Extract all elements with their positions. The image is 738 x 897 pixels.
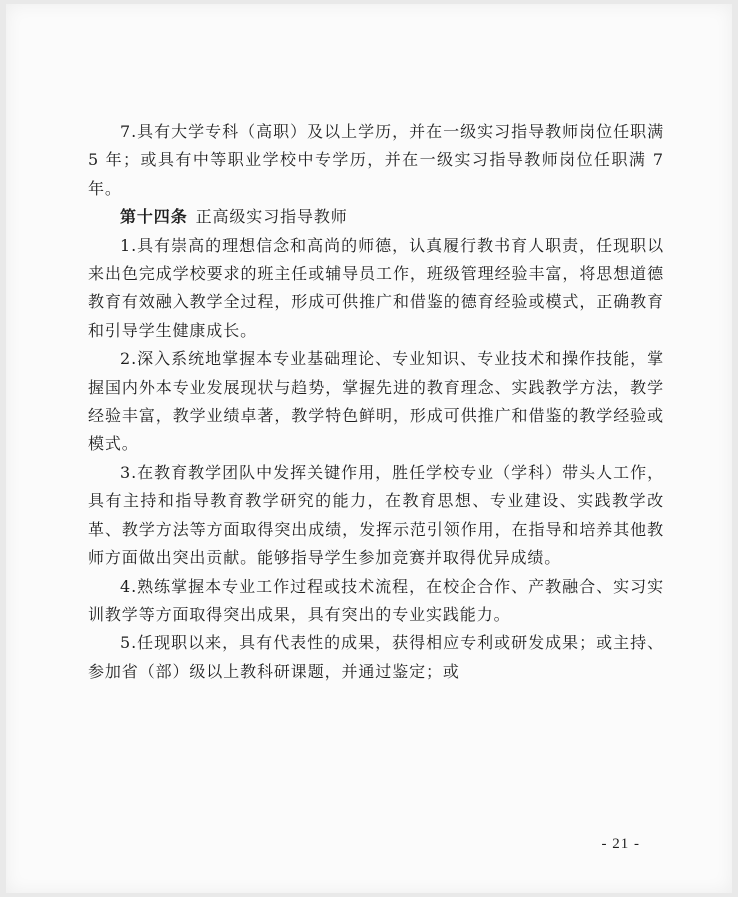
article-14-line bbox=[88, 203, 664, 231]
paragraph-item-2: 2.深入系统地掌握本专业基础理论、专业知识、专业技术和操作技能，掌握国内外本专业发展现状与趋势，掌握先进的教育理念、实践教学方法，教学经验丰富，教学业绩卓著，教学特色鲜明，形成可供推广和借鉴的教学经验或模式。 bbox=[88, 349, 664, 454]
article-title: 正高级实习指导教师 bbox=[195, 207, 348, 227]
article-heading: 第十四条 bbox=[120, 207, 188, 227]
page-number: - 21 - bbox=[601, 836, 640, 852]
document-page bbox=[6, 4, 732, 893]
paragraph-item-4: 4.熟练掌握本专业工作过程或技术流程，在校企合作、产教融合、实习实训教学等方面取得突出成果，具有突出的专业实践能力。 bbox=[88, 576, 664, 624]
document-body bbox=[88, 118, 664, 686]
paragraph-item-1: 1.具有崇高的理想信念和高尚的师德，认真履行教书育人职责，任现职以来出色完成学校要求的班主任或辅导员工作，班级管理经验丰富，将思想道德教育有效融入教学全过程，形成可供推广和借鉴的德育经验或模式，正确教育和引导学生健康成长。 bbox=[88, 235, 664, 340]
paragraph-item-7-tail: 7.具有大学专科（高职）及以上学历，并在一级实习指导教师岗位任职满 5 年；或具有中等职业学校中专学历，并在一级实习指导教师岗位任职满 7 年。 bbox=[88, 122, 664, 198]
paragraph-item-3: 3.在教育教学团队中发挥关键作用，胜任学校专业（学科）带头人工作，具有主持和指导教育教学研究的能力，在教育思想、专业建设、实践教学改革、教学方法等方面取得突出成绩，发挥示范引领作用，在指导和培养其他教师方面做出突出贡献。能够指导学生参加竞赛并取得优异成绩。 bbox=[88, 462, 664, 568]
paragraph-item-5: 5.任现职以来，具有代表性的成果，获得相应专利或研发成果；或主持、参加省（部）级以上教科研课题，并通过鉴定；或 bbox=[88, 633, 664, 681]
